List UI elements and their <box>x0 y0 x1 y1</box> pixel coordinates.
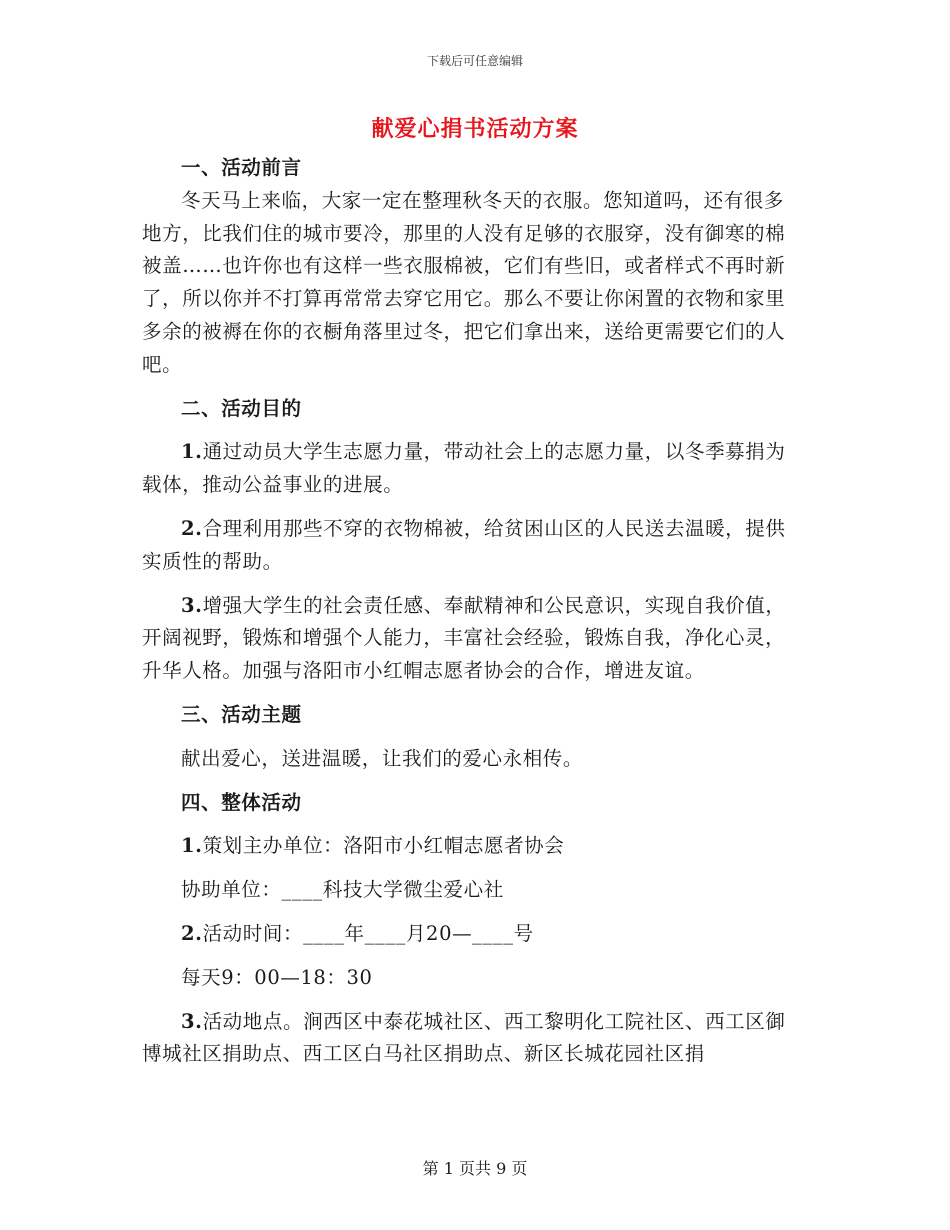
preface-paragraph: 冬天马上来临，大家一定在整理秋冬天的衣服。您知道吗，还有很多地方，比我们住的城市要冷，那里的人没有足够的衣服穿，没有御寒的棉被盖……也许你也有这样一些衣服棉被，它们有些旧，或者样式不再时新了，所以你并不打算再常常去穿它用它。那么不要让你闲置的衣物和家里多余的被褥在你的衣橱角落里过冬，把它们拿出来，送给更需要它们的人吧。 <box>142 188 786 376</box>
section-heading-theme: 三、活动主题 <box>181 702 302 726</box>
header-note: 下载后可任意编辑 <box>426 54 523 68</box>
item-number: 3. <box>181 1009 203 1033</box>
item-text: 活动时间：____年____月20—____号 <box>202 921 534 945</box>
item-number: 3. <box>181 593 203 617</box>
item-text: 通过动员大学生志愿力量，带动社会上的志愿力量，以冬季募捐为载体，推动公益事业的进展。 <box>142 440 786 497</box>
item-number: 1. <box>181 440 203 464</box>
section-heading-purpose: 二、活动目的 <box>181 396 302 420</box>
item-number: 1. <box>181 834 203 858</box>
purpose-item-3 <box>142 590 802 688</box>
overall-item-1 <box>142 830 802 863</box>
page-footer: 第 1 页共 9 页 <box>422 1159 528 1178</box>
section-heading-preface: 一、活动前言 <box>181 156 302 179</box>
document-title: 献爱心捐书活动方案 <box>371 116 579 142</box>
item-number: 2. <box>181 516 203 540</box>
item-text: 增强大学生的社会责任感、奉献精神和公民意识，实现自我价值，开阔视野，锻炼和增强个人能力，丰富社会经验，锻炼自我，净化心灵，升华人格。加强与洛阳市小红帽志愿者协会的合作，增进友谊。 <box>142 593 786 683</box>
item-text: 活动地点。涧西区中泰花城社区、西工黎明化工院社区、西工区御博城社区捐助点、西工区白马社区捐助点、新区长城花园社区捐 <box>142 1009 786 1066</box>
overall-item-1-sub: 协助单位：____科技大学微尘爱心社 <box>181 878 504 902</box>
item-text: 合理利用那些不穿的衣物棉被，给贫困山区的人民送去温暖，提供实质性的帮助。 <box>142 516 786 573</box>
item-text: 策划主办单位：洛阳市小红帽志愿者协会 <box>202 834 565 858</box>
section-heading-overall: 四、整体活动 <box>181 790 302 814</box>
theme-paragraph: 献出爱心，送进温暖，让我们的爱心永相传。 <box>181 746 584 770</box>
overall-item-2 <box>142 918 802 951</box>
overall-item-3 <box>142 1006 802 1072</box>
document-body <box>142 152 802 1071</box>
purpose-item-1 <box>142 436 802 502</box>
purpose-item-2 <box>142 513 802 579</box>
overall-item-2-sub: 每天9：00—18：30 <box>181 965 373 989</box>
item-number: 2. <box>181 921 203 945</box>
